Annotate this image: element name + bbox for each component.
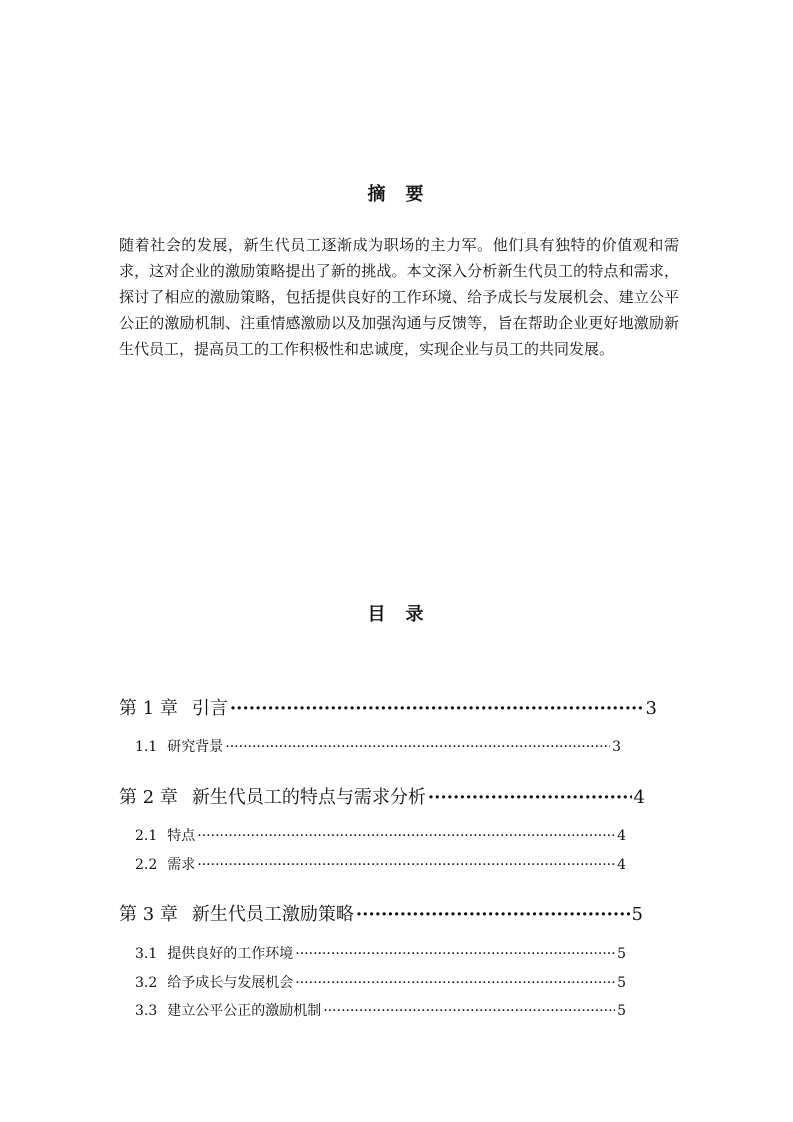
toc-chapter-2[interactable] <box>119 783 645 809</box>
toc-leader-dots <box>428 787 632 808</box>
toc-page-number: 3 <box>645 698 657 719</box>
toc-entry-title: 研究背景 <box>167 739 224 755</box>
toc-page-number: 5 <box>617 975 626 991</box>
toc-section-2-1[interactable] <box>135 825 626 845</box>
toc-entry-number: 3.1 <box>135 946 158 962</box>
toc-entry-number: 2.1 <box>135 828 158 844</box>
toc-entry-title: 提供良好的工作环境 <box>167 946 294 962</box>
toc-entry-title: 新生代员工的特点与需求分析 <box>191 787 426 808</box>
toc-leader-dots <box>295 975 615 991</box>
toc-entry-number: 3.3 <box>135 1003 158 1019</box>
toc-leader-dots <box>197 857 615 873</box>
toc-entry-number: 3.2 <box>135 975 158 991</box>
toc-page-number: 4 <box>633 787 645 808</box>
toc-leader-dots <box>225 739 610 755</box>
toc-entry-number: 第 1 章 <box>119 698 178 719</box>
toc-page-number: 3 <box>612 739 621 755</box>
toc-entry-title: 需求 <box>167 857 196 873</box>
toc-entry-number: 第 2 章 <box>119 787 178 808</box>
toc-entry-title: 给予成长与发展机会 <box>167 975 294 991</box>
abstract-title <box>0 180 793 206</box>
abstract-title-char-2: 要 <box>405 184 426 205</box>
toc-section-3-2[interactable] <box>135 972 626 992</box>
toc-leader-dots <box>295 946 615 962</box>
abstract-title-char-1: 摘 <box>367 184 388 205</box>
toc-entry-title: 特点 <box>167 828 196 844</box>
toc-leader-dots <box>356 904 630 925</box>
toc-entry-title: 引言 <box>191 698 228 719</box>
toc-title-char-2: 录 <box>405 604 426 625</box>
toc-section-2-2[interactable] <box>135 854 626 874</box>
toc-page-number: 5 <box>617 1003 626 1019</box>
abstract-body: 随着社会的发展，新生代员工逐渐成为职场的主力军。他们具有独特的价值观和需求，这对企业的激励策略提出了新的挑战。本文深入分析新生代员工的特点和需求，探讨了相应的激励策略，包括提供良好的工作环境、给予成长与发展机会、建立公平公正的激励机制、注重情感激励以及加强沟通与反馈等，旨在帮助企业更好地激励新生代员工，提高员工的工作积极性和忠诚度，实现企业与员工的共同发展。 <box>119 236 679 358</box>
toc-chapter-3[interactable] <box>119 900 643 926</box>
toc-leader-dots <box>197 828 615 844</box>
toc-entry-number: 1.1 <box>135 739 158 755</box>
toc-leader-dots <box>323 1003 615 1019</box>
toc-section-3-3[interactable] <box>135 1000 626 1020</box>
toc-leader-dots <box>230 698 644 719</box>
toc-title-char-1: 目 <box>367 604 388 625</box>
toc-page-number: 4 <box>617 857 626 873</box>
toc-chapter-1[interactable] <box>119 694 657 720</box>
toc-entry-number: 第 3 章 <box>119 904 178 925</box>
toc-page-number: 5 <box>617 946 626 962</box>
toc-title <box>0 600 793 626</box>
toc-page-number: 5 <box>631 904 643 925</box>
toc-entry-title: 建立公平公正的激励机制 <box>167 1003 322 1019</box>
toc-entry-number: 2.2 <box>135 857 158 873</box>
toc-section-1-1[interactable] <box>135 736 621 756</box>
toc-page-number: 4 <box>617 828 626 844</box>
toc-section-3-1[interactable] <box>135 943 626 963</box>
toc-entry-title: 新生代员工激励策略 <box>191 904 354 925</box>
